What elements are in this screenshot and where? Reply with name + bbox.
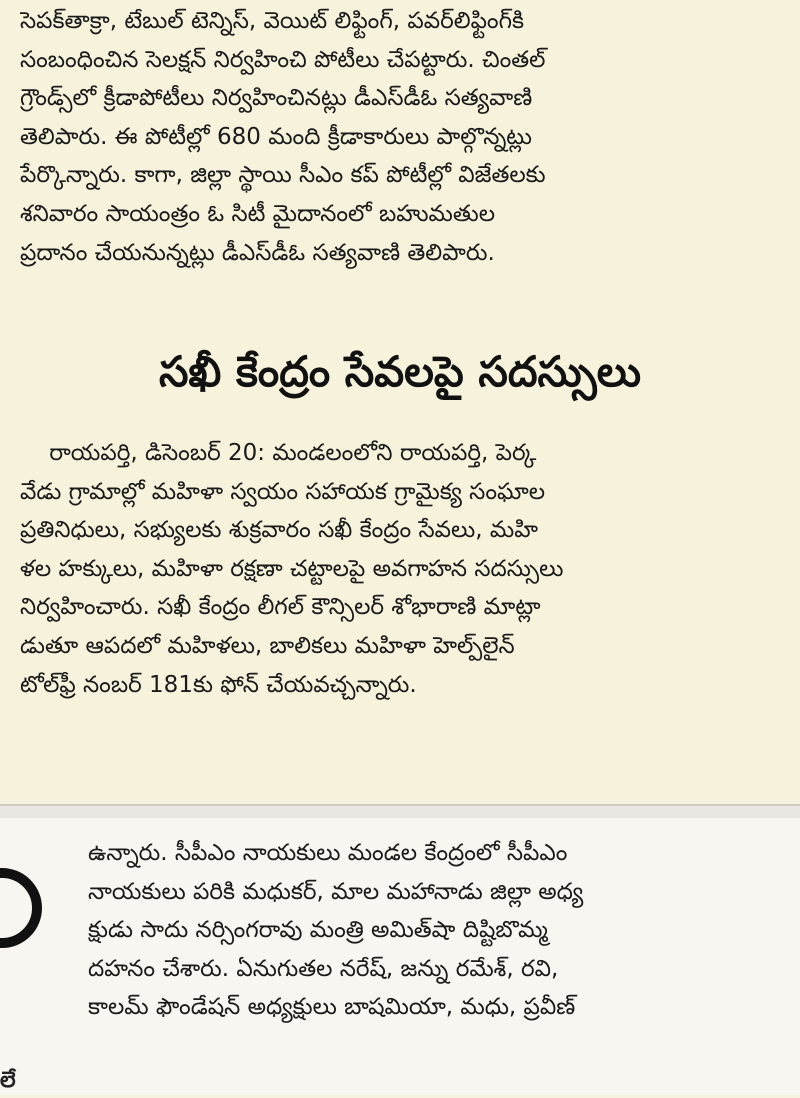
article-headline: సఖీ కేంద్రం సేవలపై సదస్సులు — [158, 347, 642, 396]
text-line: దహనం చేశారు. ఏనుగుతల నరేష్, జన్ను రమేశ్, రవి, — [88, 955, 559, 982]
text-line: వేడు గ్రామాల్లో మహిళా స్వయం సహాయక గ్రామైక్య సంఘాల — [20, 478, 546, 505]
text-line: నిర్వహించారు. సఖీ కేంద్రం లీగల్ కౌన్సిలర్ శోభారాణి మాట్లా — [20, 594, 541, 621]
text-line: ప్రతినిధులు, సభ్యులకు శుక్రవారం సఖీ కేంద్రం సేవలు, మహి — [20, 517, 538, 544]
text-line: గ్రౌండ్స్‌లో క్రీడాపోటీలు నిర్వహించినట్లు డీఎస్‌డీఓ సత్యవాణి — [20, 85, 533, 112]
text-line: ప్రదానం చేయనున్నట్లు డీఎస్‌డీఓ సత్యవాణి తెలిపారు. — [20, 239, 495, 266]
text-line: తెలిపారు. ఈ పోటీల్లో 680 మంది క్రీడాకారులు పాల్గొన్నట్లు — [20, 123, 532, 150]
text-line: పేర్కొన్నారు. కాగా, జిల్లా స్థాయి సీఎం కప్ పోటీల్లో విజేతలకు — [20, 162, 546, 189]
main-article-paragraph — [20, 434, 780, 704]
text-line: కాలమ్ ఫౌండేషన్ అధ్యక్షులు బాషమియా, మధు, ప్రవీణ్ — [88, 994, 576, 1021]
text-line: ఉన్నారు. సీపీఎం నాయకులు మండల కేంద్రంలో సీపీఎం — [88, 840, 568, 866]
bottom-article-paragraph — [88, 834, 800, 1027]
lower-newspaper-column — [0, 818, 800, 1095]
text-line: ళల హక్కులు, మహిళా రక్షణా చట్టాలపై అవగాహన సదస్సులు — [20, 555, 564, 582]
top-article-paragraph — [20, 2, 780, 272]
text-line: డుతూ ఆపదలో మహిళలు, బాలికలు మహిళా హెల్ప్‌లైన్ — [20, 632, 515, 659]
cropped-text-fragment: లే — [0, 1068, 16, 1093]
text-line: సెపక్‌తాక్రా, టేబుల్ టెన్నిస్, వెయిట్ లిఫ్టింగ్, పవర్‌లిఫ్టింగ్‌కి — [20, 8, 524, 34]
text-line: క్షుడు సాదు నర్సింగరావు మంత్రి అమిత్‌షా దిష్టిబొమ్మ — [88, 917, 548, 944]
text-line: శనివారం సాయంత్రం ఓ సిటీ మైదానంలో బహుమతుల — [20, 200, 496, 227]
text-line: టోల్‌ఫ్రీ నంబర్ 181కు ఫోన్ చేయవచ్చన్నారు. — [20, 671, 417, 698]
text-line: నాయకులు పరికి మధుకర్, మాల మహానాడు జిల్లా అధ్య — [88, 878, 584, 905]
text-line: సంబంధించిన సెలక్షన్ నిర్వహించి పోటీలు చేపట్టారు. చింతల్ — [20, 46, 546, 73]
text-line: రాయపర్తి, డిసెంబర్ 20: మండలంలోని రాయపర్తి, పెర్క — [20, 440, 537, 466]
